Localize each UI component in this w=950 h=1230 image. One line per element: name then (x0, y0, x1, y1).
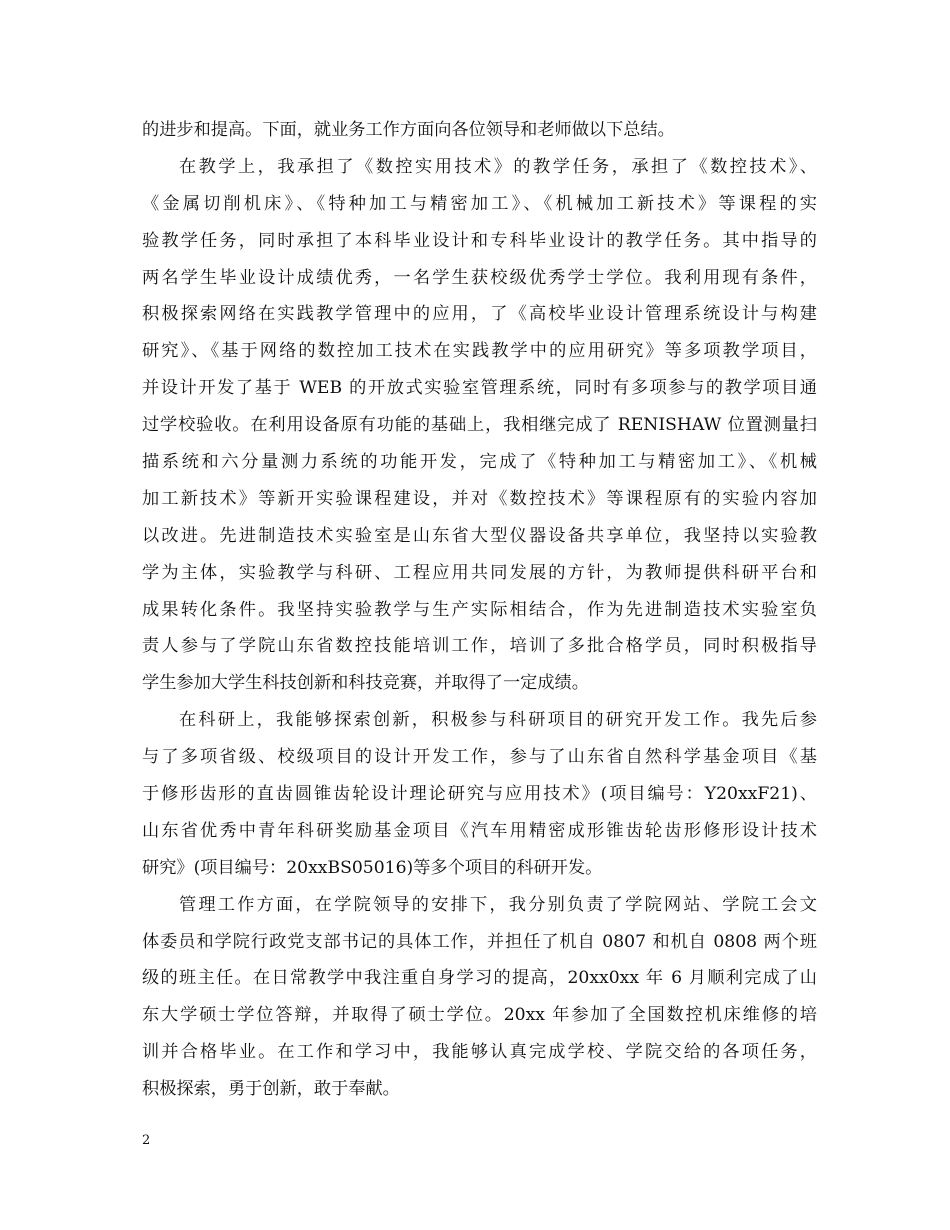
text-line: 体委员和学院行政党支部书记的具体工作，并担任了机自 0807 和机自 0808 两个班 (142, 931, 817, 952)
text-line: 山东省优秀中青年科研奖励基金项目《汽车用精密成形锥齿轮齿形修形设计技术 (142, 820, 817, 841)
text-line: 在教学上，我承担了《数控实用技术》的教学任务，承担了《数控技术》、 (179, 156, 817, 177)
text-line: 积极探索，勇于创新，敢于奉献。 (142, 1079, 400, 1100)
text-line: 《金属切削机床》、《特种加工与精密加工》、《机械加工新技术》等课程的实 (142, 193, 817, 214)
text-line: 学生参加大学生科技创新和科技竞赛，并取得了一定成绩。 (142, 673, 589, 694)
text-line: 与了多项省级、校级项目的设计开发工作，参与了山东省自然科学基金项目《基 (142, 747, 817, 768)
text-line: 以改进。先进制造技术实验室是山东省大型仪器设备共享单位，我坚持以实验教 (142, 525, 817, 546)
text-line: 验教学任务，同时承担了本科毕业设计和专科毕业设计的教学任务。其中指导的 (142, 230, 817, 251)
text-line: 东大学硕士学位答辩，并取得了硕士学位。20xx 年参加了全国数控机床维修的培 (142, 1005, 817, 1026)
text-line: 加工新技术》等新开实验课程建设，并对《数控技术》等课程原有的实验内容加 (142, 488, 817, 509)
text-line: 管理工作方面，在学院领导的安排下，我分别负责了学院网站、学院工会文 (179, 894, 817, 915)
text-line: 并设计开发了基于 WEB 的开放式实验室管理系统，同时有多项参与的教学项目通 (142, 378, 817, 399)
text-line: 两名学生毕业设计成绩优秀，一名学生获校级优秀学士学位。我利用现有条件， (142, 267, 817, 288)
text-line: 学为主体，实验教学与科研、工程应用共同发展的方针，为教师提供科研平台和 (142, 562, 817, 583)
page-number: 2 (142, 1133, 151, 1148)
text-line: 的进步和提高。下面，就业务工作方面向各位领导和老师做以下总结。 (142, 120, 675, 140)
text-line: 在科研上，我能够探索创新，积极参与科研项目的研究开发工作。我先后参 (179, 710, 817, 731)
text-line: 描系统和六分量测力系统的功能开发，完成了《特种加工与精密加工》、《机械 (142, 452, 817, 473)
text-line: 于修形齿形的直齿圆锥齿轮设计理论研究与应用技术》(项目编号：Y20xxF21)、 (142, 784, 817, 805)
text-line: 积极探索网络在实践教学管理中的应用，了《高校毕业设计管理系统设计与构建 (142, 304, 817, 325)
body-text (142, 112, 817, 1108)
text-line: 研究》、《基于网络的数控加工技术在实践教学中的应用研究》等多项教学项目， (142, 341, 817, 362)
text-line: 责人参与了学院山东省数控技能培训工作，培训了多批合格学员，同时积极指导 (142, 636, 817, 657)
text-line: 成果转化条件。我坚持实验教学与生产实际相结合，作为先进制造技术实验室负 (142, 599, 817, 620)
text-line: 级的班主任。在日常教学中我注重自身学习的提高，20xx0xx 年 6 月顺利完成了山 (142, 968, 817, 989)
text-line: 训并合格毕业。在工作和学习中，我能够认真完成学校、学院交给的各项任务， (142, 1042, 817, 1063)
text-line: 过学校验收。在利用设备原有功能的基础上，我相继完成了 RENISHAW 位置测量扫 (142, 415, 817, 436)
text-line: 研究》(项目编号：20xxBS05016)等多个项目的科研开发。 (142, 857, 603, 878)
